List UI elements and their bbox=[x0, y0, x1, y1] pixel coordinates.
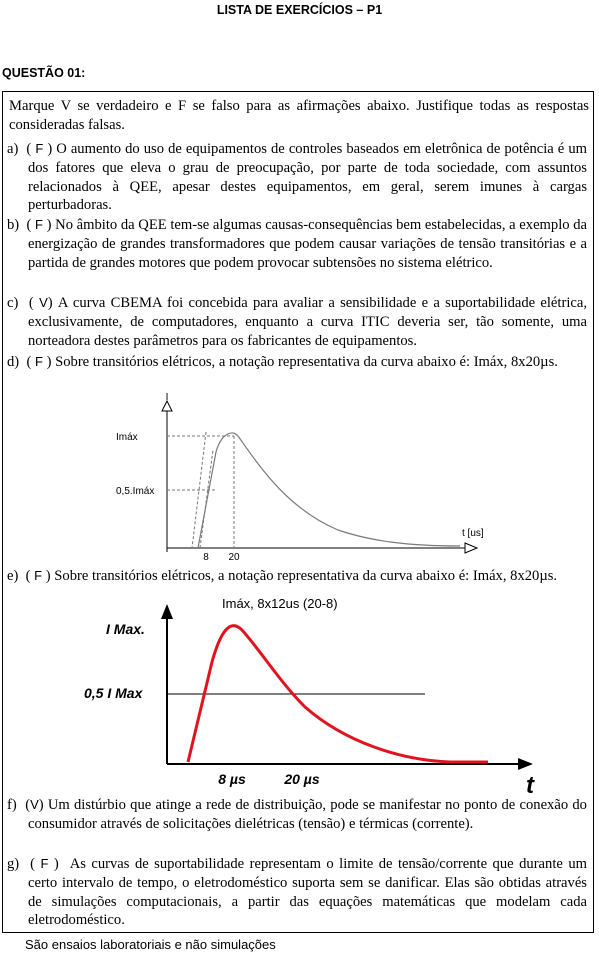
tick-8-label: 8 µs bbox=[218, 771, 246, 787]
answer-mark: F bbox=[34, 568, 43, 583]
item-text: A curva CBEMA foi concebida para avaliar a sensibilidade e a suportabilidade elétrica, exclusivamente, de computadores, enquanto a curva ITIC deveria ser, tão somente, uma norteadora destes parâmetros para os fabricantes de equipamentos. bbox=[28, 295, 587, 349]
document-title: LISTA DE EXERCÍCIOS – P1 bbox=[216, 3, 383, 17]
item-letter: f) bbox=[7, 797, 17, 813]
answer-mark: F bbox=[40, 856, 49, 871]
answer-mark: V bbox=[30, 797, 39, 812]
item-a: a) ( F ) O aumento do uso de equipamentos de controles baseados em eletrônica de potência é um dos fatores que eleva o grau de preocupação, por parte de toda sociedade, com assuntos relacionados à QEE, apesar destes equipamentos, em geral, serem imunes à cargas perturbadoras. bbox=[7, 141, 587, 214]
tick-20-label: 20 bbox=[228, 552, 240, 562]
handwritten-note: São ensaios laboratoriais e não simulações bbox=[25, 937, 276, 952]
item-d: d) ( F ) Sobre transitórios elétricos, a notação representativa da curva abaixo é: Imáx, 8x20µs. bbox=[7, 354, 558, 370]
half-peak-label: 0,5.Imáx bbox=[116, 486, 155, 497]
tick-20-label: 20 µs bbox=[284, 771, 320, 787]
answer-mark: F bbox=[35, 217, 43, 232]
item-letter: c) bbox=[7, 295, 19, 311]
figure-2-waveform bbox=[80, 592, 560, 796]
answer-mark: F bbox=[35, 141, 44, 156]
item-letter: b) bbox=[7, 217, 20, 233]
x-axis-arrow bbox=[465, 543, 477, 553]
instructions-text: Marque V se verdadeiro e F se falso para as afirmações abaixo. Justifique todas as respostas consideradas falsas. bbox=[9, 98, 589, 133]
item-text: Sobre transitórios elétricos, a notação representativa da curva abaixo é: Imáx, 8x20µs. bbox=[54, 568, 558, 584]
item-f: f) (V) Um distúrbio que atinge a rede de distribuição, pode se manifestar no ponto de conexão do consumidor através de solicitações dielétricas (tensão) e térmicas (corrente). bbox=[7, 797, 587, 832]
item-text: No âmbito da QEE tem-se algumas causas-consequências bem estabelecidas, a exemplo da energização de grandes transformadores que podem causar variações de tensão transitórias e a partida de grandes motores que podem provocar subtensões no sistema elétrico. bbox=[28, 217, 587, 271]
x-axis-label: t [us] bbox=[462, 528, 484, 539]
item-text: As curvas de suportabilidade representam o limite de tensão/corrente que durante um certo intervalo de tempo, o eletrodoméstico suporta sem se danificar. Elas são obtidas através de simulações computacionais, a partir das equações matemáticas que modelam cada eletrodoméstico. bbox=[28, 856, 587, 929]
half-peak-label: 0,5 I Max bbox=[84, 685, 143, 701]
answer-mark: F bbox=[34, 354, 43, 369]
item-e: e) ( F ) Sobre transitórios elétricos, a notação representativa da curva abaixo é: Imáx, 8x20µs. bbox=[7, 568, 558, 584]
figure-2-title: Imáx, 8x12us (20-8) bbox=[222, 596, 338, 611]
peak-label: I Max. bbox=[106, 621, 145, 637]
tick-8-label: 8 bbox=[203, 552, 209, 562]
peak-label: Imáx bbox=[116, 432, 138, 443]
waveform-curve bbox=[198, 433, 460, 548]
y-axis-arrow bbox=[161, 604, 173, 619]
item-b: b) ( F ) No âmbito da QEE tem-se algumas causas-consequências bem estabelecidas, a exemplo da energização de grandes transformadores que podem causar variações de tensão transitórias e a partida de grandes motores que podem provocar subtensões no sistema elétrico. bbox=[7, 217, 587, 271]
question-heading: QUESTÃO 01: bbox=[2, 66, 86, 80]
x-axis-label: t bbox=[526, 772, 534, 796]
answer-mark: V bbox=[39, 295, 48, 310]
figure-1-waveform bbox=[108, 392, 493, 562]
item-text: Um distúrbio que atinge a rede de distribuição, pode se manifestar no ponto de conexão do consumidor através de solicitações dielétricas (tensão) e térmicas (corrente). bbox=[28, 797, 587, 832]
item-c: c) ( V) A curva CBEMA foi concebida para avaliar a sensibilidade e a suportabilidade elétrica, exclusivamente, de computadores, enquanto a curva ITIC deveria ser, tão somente, uma norteadora destes parâmetros para os fabricantes de equipamentos. bbox=[7, 295, 587, 349]
item-text: O aumento do uso de equipamentos de controles baseados em eletrônica de potência é um dos fatores que eleva o grau de preocupação, por parte de toda sociedade, com assuntos relacionados à QEE, apesar destes equipamentos, em geral, serem imunes à cargas perturbadoras. bbox=[28, 141, 587, 214]
x-axis-arrow bbox=[518, 758, 533, 770]
y-axis-label: I bbox=[165, 392, 169, 403]
item-letter: a) bbox=[7, 141, 19, 157]
item-letter: e) bbox=[7, 568, 19, 584]
item-letter: d) bbox=[7, 354, 20, 370]
item-g: g) ( F ) As curvas de suportabilidade representam o limite de tensão/corrente que durante um certo intervalo de tempo, o eletrodoméstico suporta sem se danificar. Elas são obtidas através de simulações computacionais, a partir das equações matemáticas que modelam cada eletrodoméstico. bbox=[7, 856, 587, 929]
item-text: Sobre transitórios elétricos, a notação representativa da curva abaixo é: Imáx, 8x20µs. bbox=[55, 354, 558, 370]
item-letter: g) bbox=[7, 856, 20, 872]
